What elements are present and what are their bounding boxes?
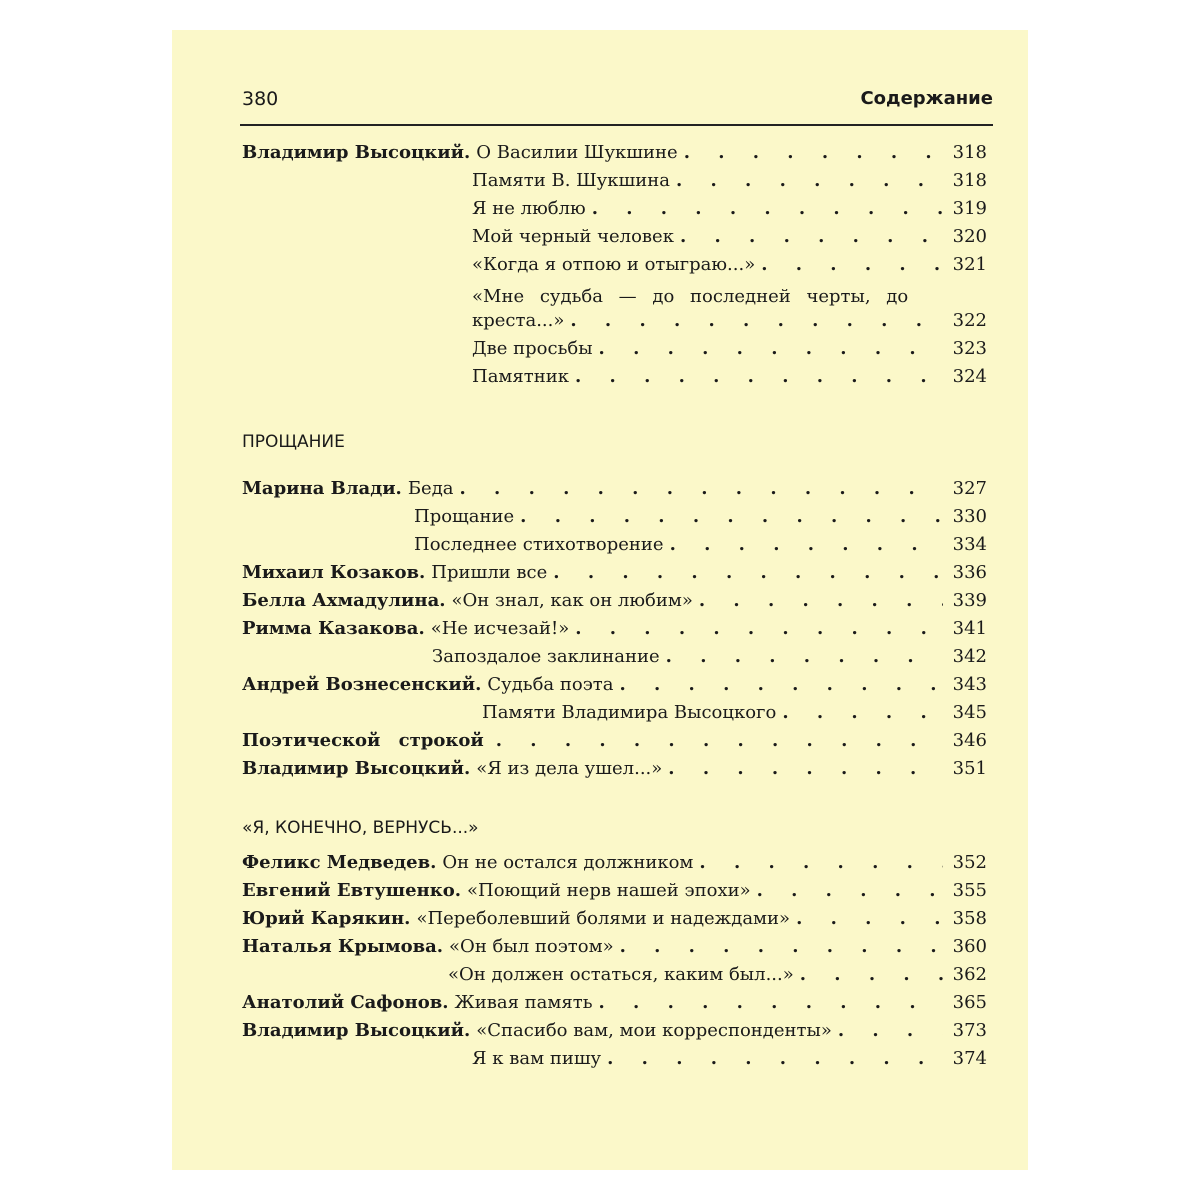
toc-entry: Феликс Медведев. Он не остался должником . . . 352	[242, 852, 987, 880]
section-heading: «Я, КОНЕЧНО, ВЕРНУСЬ...»	[242, 818, 479, 838]
toc-entry: креста...» . . . 322	[472, 310, 987, 338]
toc-entry: Я к вам пишу . . . 374	[472, 1048, 987, 1076]
toc-entry: Марина Влади. Беда . . . 327	[242, 478, 987, 506]
toc-entry: Владимир Высоцкий. О Василии Шукшине . . . 318	[242, 142, 987, 170]
toc-entry: «Когда я отпою и отыграю...» . . . 321	[472, 254, 987, 282]
toc-entry: Две просьбы . . . 323	[472, 338, 987, 366]
toc-entry: Мой черный человек . . . 320	[472, 226, 987, 254]
page-title: Содержание	[860, 88, 993, 109]
toc-entry: Последнее стихотворение . . . 334	[414, 534, 987, 562]
toc-entry: Анатолий Сафонов. Живая память . . . 365	[242, 992, 987, 1020]
toc-entry: Поэтической строкой . . . 346	[242, 730, 987, 758]
header-rule	[240, 124, 993, 126]
page-number: 380	[242, 88, 279, 110]
toc-entry: Андрей Вознесенский. Судьба поэта . . . 343	[242, 674, 987, 702]
toc-entry: Я не люблю . . . 319	[472, 198, 987, 226]
toc-entry: Белла Ахмадулина. «Он знал, как он любим» . . . 339	[242, 590, 987, 618]
toc-entry: Михаил Козаков. Пришли все . . . 336	[242, 562, 987, 590]
toc-entry: Юрий Карякин. «Переболевший болями и надеждами» . . . 358	[242, 908, 987, 936]
toc-entry: Памятник . . . 324	[472, 366, 987, 394]
toc-entry: «Он должен остаться, каким был...» . . . 362	[448, 964, 987, 992]
toc-entry: Памяти Владимира Высоцкого . . . 345	[482, 702, 987, 730]
toc-entry: Владимир Высоцкий. «Я из дела ушел...» . . . 351	[242, 758, 987, 786]
toc-entry: Запоздалое заклинание . . . 342	[432, 646, 987, 674]
toc-entry: Римма Казакова. «Не исчезай!» . . . 341	[242, 618, 987, 646]
toc-entry: Владимир Высоцкий. «Спасибо вам, мои корреспонденты» . . . 373	[242, 1020, 987, 1048]
toc-entry: Евгений Евтушенко. «Поющий нерв нашей эпохи» . . . 355	[242, 880, 987, 908]
section-heading: ПРОЩАНИЕ	[242, 432, 345, 452]
toc-entry: Прощание . . . 330	[414, 506, 987, 534]
toc-entry-line: «Мне судьба — до последней черты, до	[472, 286, 909, 307]
toc-entry: Наталья Крымова. «Он был поэтом» . . . 360	[242, 936, 987, 964]
toc-entry: Памяти В. Шукшина . . . 318	[472, 170, 987, 198]
